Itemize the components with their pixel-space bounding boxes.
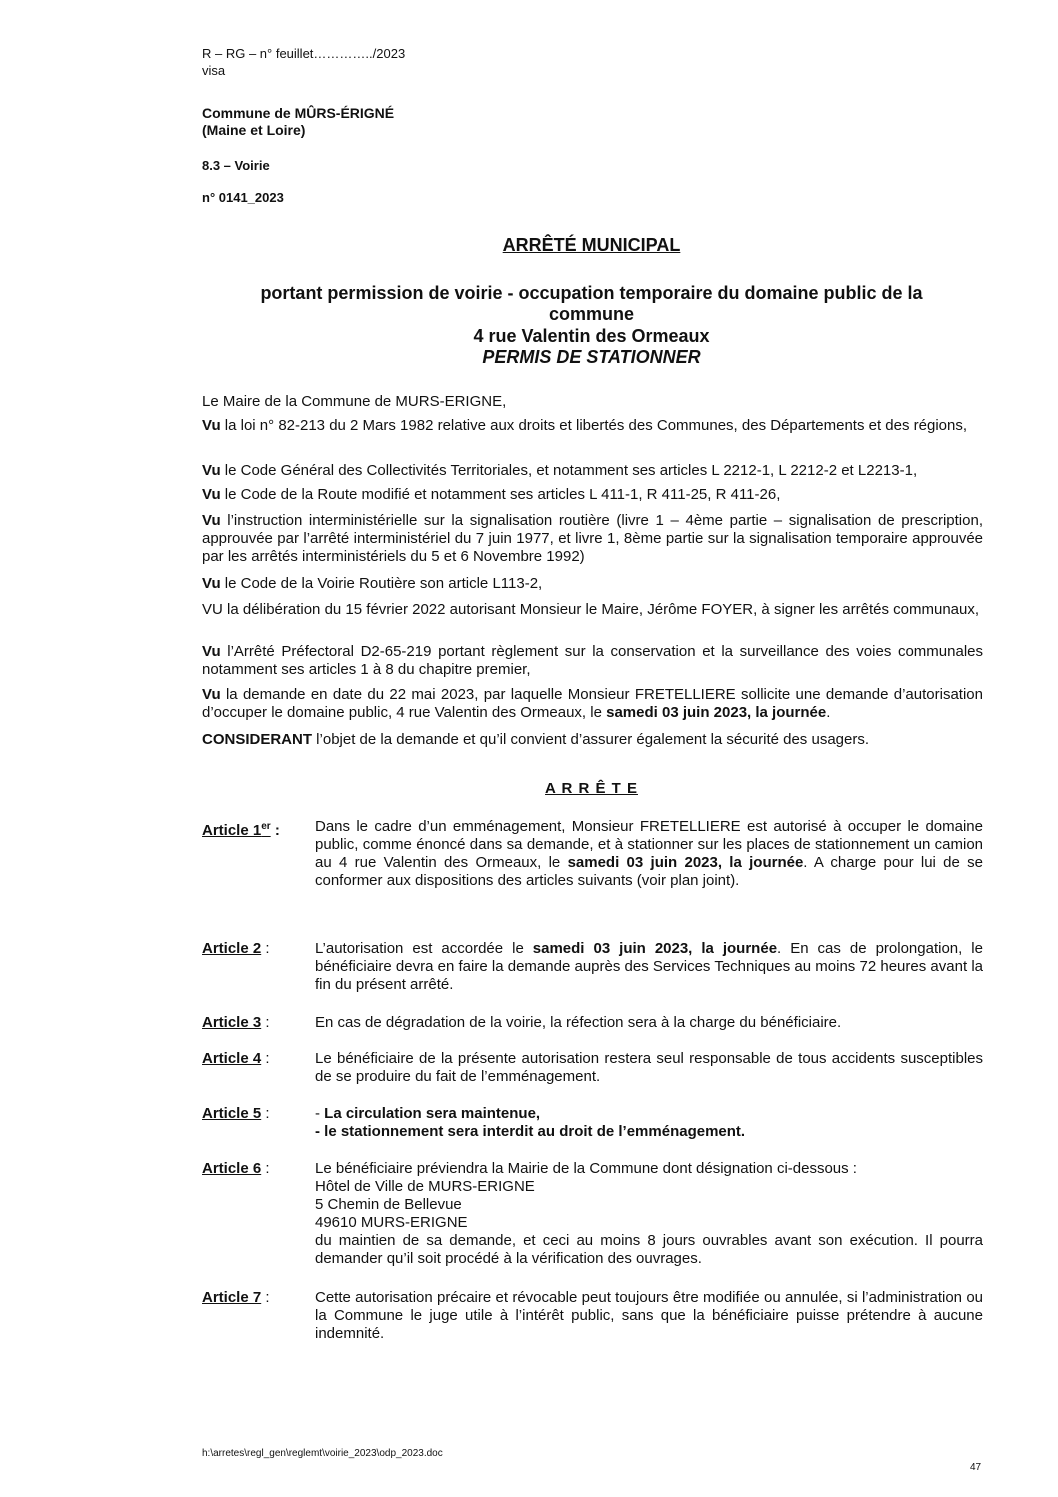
visa-label: visa: [202, 63, 226, 78]
article-2-text: L’autorisation est accordée le samedi 03 juin 2023, la journée. En cas de prolongation, le bénéficiaire devra en faire la demande auprès des Services Techniques au moins 72 heures avant la fin du présent arrêté.: [315, 940, 983, 993]
considerant-paragraph: CONSIDERANT l’objet de la demande et qu’il convient d’assurer également la sécurité des usagers.: [202, 731, 870, 748]
page-title: ARRÊTÉ MUNICIPAL: [502, 235, 681, 255]
article-5-label: Article 5 :: [202, 1105, 270, 1122]
decree-heading: A R R Ê T E: [545, 780, 638, 797]
article-2-label: Article 2 :: [202, 940, 270, 957]
article-6-label: Article 6 :: [202, 1160, 270, 1177]
vu-paragraph-2: Vu le Code Général des Collectivités Territoriales, et notamment ses articles L 2212-1, L 2212-2 et L2213-1,: [202, 462, 918, 479]
article-4-text: Le bénéficiaire de la présente autorisation restera seul responsable de tous accidents susceptibles de se produire du fait de l’emménagement.: [315, 1050, 983, 1085]
vu-paragraph-8: Vu la demande en date du 22 mai 2023, par laquelle Monsieur FRETELLIERE sollicite une demande d’autorisation d’occuper le domaine public, 4 rue Valentin des Ormeaux, le samedi 03 juin 2023, la journée.: [202, 686, 983, 721]
vu-paragraph-1: Vu la loi n° 82-213 du 2 Mars 1982 relative aux droits et libertés des Communes, des Départements et des régions,: [202, 417, 968, 434]
category-label: 8.3 – Voirie: [202, 158, 270, 173]
preamble-intro: Le Maire de la Commune de MURS-ERIGNE,: [202, 393, 507, 410]
vu-paragraph-3: Vu le Code de la Route modifié et notamment ses articles L 411-1, R 411-25, R 411-26,: [202, 486, 781, 503]
page-number: 47: [970, 1462, 982, 1473]
vu-paragraph-6: VU la délibération du 15 février 2022 autorisant Monsieur le Maire, Jérôme FOYER, à signer les arrêtés communaux,: [202, 601, 980, 618]
subtitle-line-1: portant permission de voirie - occupation temporaire du domaine public de la: [260, 283, 923, 303]
article-1-text: Dans le cadre d’un emménagement, Monsieur FRETELLIERE est autorisé à occuper le domaine public, comme énoncé dans sa demande, et à stationner sur les places de stationnement un camion au 4 rue Valentin des Ormeaux, le samedi 03 juin 2023, la journée. A charge pour lui de se conformer aux dispositions des articles suivants (voir plan joint).: [315, 818, 983, 889]
vu-paragraph-7: Vu l’Arrêté Préfectoral D2-65-219 portant règlement sur la conservation et la surveillance des voies communales notamment ses articles 1 à 8 du chapitre premier,: [202, 643, 983, 678]
article-7-label: Article 7 :: [202, 1289, 270, 1306]
department-name: (Maine et Loire): [202, 122, 306, 138]
article-3-label: Article 3 :: [202, 1014, 270, 1031]
article-5-text: - La circulation sera maintenue, - le stationnement sera interdit au droit de l’emménagement.: [315, 1105, 746, 1140]
article-7-text: Cette autorisation précaire et révocable peut toujours être modifiée ou annulée, si l’administration ou la Commune le juge utile à l’intérêt public, sans que la bénéficiaire puisse prétendre à aucune indemnité.: [315, 1289, 983, 1342]
reference-line: R – RG – n° feuillet…………../2023: [202, 46, 406, 61]
vu-paragraph-5: Vu le Code de la Voirie Routière son article L113-2,: [202, 575, 543, 592]
vu-paragraph-4: Vu l’instruction interministérielle sur la signalisation routière (livre 1 – 4ème partie – signalisation de prescription, approuvée par l’arrêté interministériel du 7 juin 1977, et livre 1, 8ème partie sur la signalisation temporaire approuvée par les arrêtés interministériels du 5 et 6 Novembre 1992): [202, 512, 983, 565]
decree-number: n° 0141_2023: [202, 190, 284, 205]
subtitle-permit: PERMIS DE STATIONNER: [482, 347, 701, 367]
article-3-text: En cas de dégradation de la voirie, la réfection sera à la charge du bénéficiaire.: [315, 1014, 842, 1031]
subtitle-line-2: commune: [548, 304, 635, 324]
article-1-label: Article 1er :: [202, 821, 280, 839]
article-4-label: Article 4 :: [202, 1050, 270, 1067]
footer-file-path: h:\arretes\regl_gen\reglemt\voirie_2023\odp_2023.doc: [202, 1448, 443, 1459]
subtitle-address: 4 rue Valentin des Ormeaux: [473, 326, 710, 346]
commune-name: Commune de MÛRS-ÉRIGNÉ: [202, 105, 395, 121]
article-6-text: Le bénéficiaire préviendra la Mairie de la Commune dont désignation ci-dessous : Hôtel de Ville de MURS-ERIGNE 5 Chemin de Bellevue 49610 MURS-ERIGNE du maintien de sa demande, et ceci au moins 8 jours ouvrables avant son exécution. Il pourra demander qu’il soit procédé à la vérification des ouvrages.: [315, 1160, 983, 1267]
